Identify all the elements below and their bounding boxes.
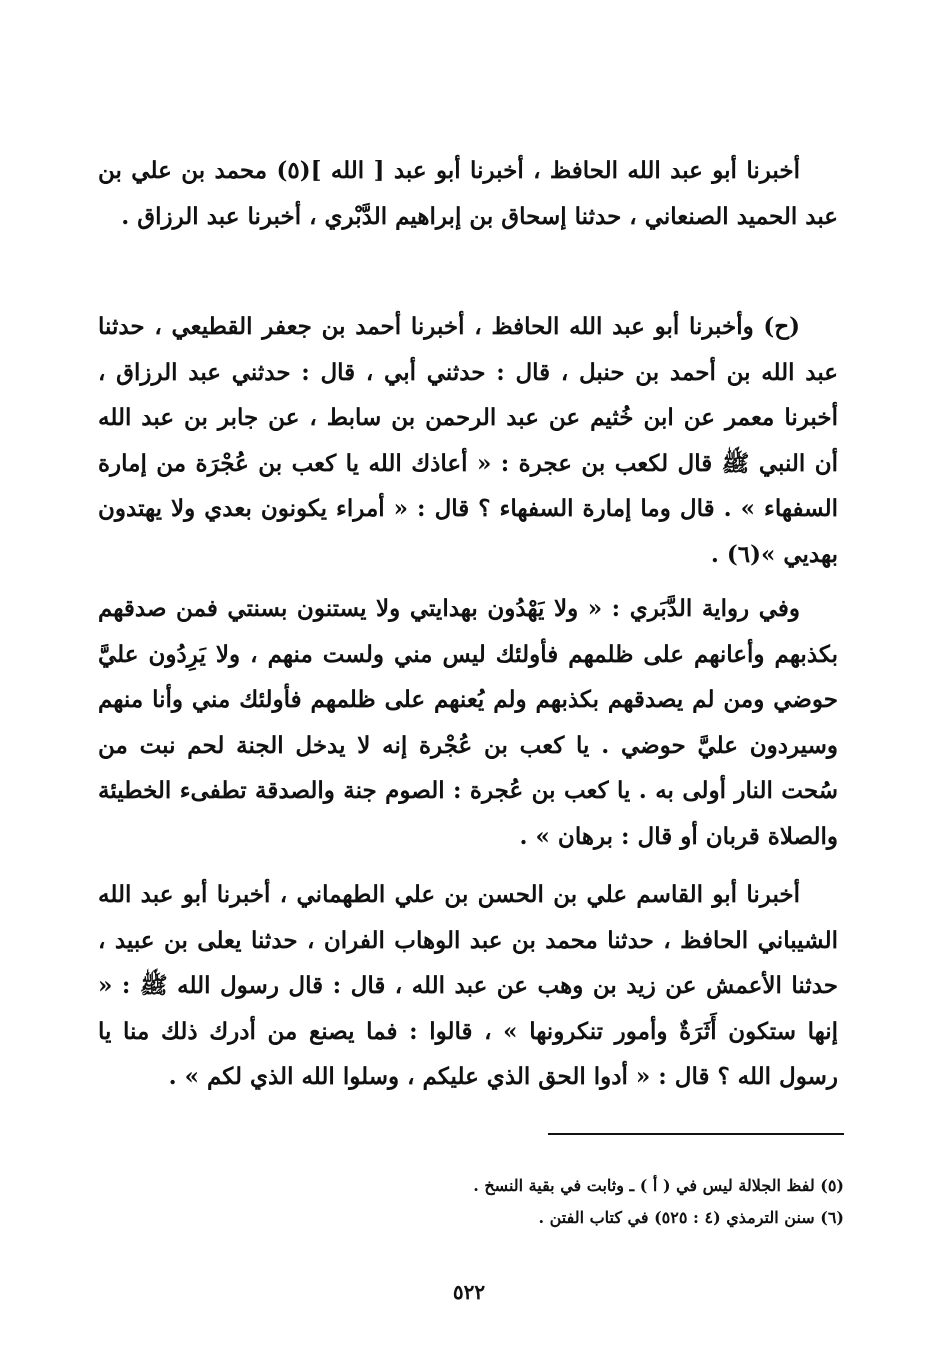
footnote-6: (٦) سنن الترمذي (٤ : ٥٢٥) في كتاب الفتن . bbox=[538, 1208, 844, 1227]
page-number: ٥٢٢ bbox=[452, 1280, 486, 1304]
main-text-paragraph bbox=[98, 304, 838, 577]
paragraph-2: (ح) وأخبرنا أبو عبد الله الحافظ ، أخبرنا أحمد بن جعفر القطيعي ، حدثنا عبد الله بن أحمد بن حنبل ، قال : حدثني أبي ، قال : حدثني عبد الرزاق ، أخبرنا معمر عن ابن خُثيم عن عبد الرحمن بن سابط ، عن جابر بن عبد الله أن النبي ﷺ قال لكعب بن عجرة : « أعاذك الله يا كعب بن عُجْرَة من إمارة السفهاء » . قال وما إمارة السفهاء ؟ قال : « أمراء يكونون بعدي ولا يهتدون بهديي »(٦) . bbox=[98, 313, 838, 568]
footnote-divider bbox=[548, 1133, 844, 1135]
footnotes bbox=[300, 1170, 844, 1234]
paragraph-3: وفي رواية الدَّبَري : « ولا يَهْدُون بهدايتي ولا يستنون بسنتي فمن صدقهم بكذبهم وأعانهم على ظلمهم فأولئك ليس مني ولست منهم ، ولا يَرِدُون عليَّ حوضي ومن لم يصدقهم بكذبهم ولم يُعنهم على ظلمهم فأولئك مني وأنا منهم وسيردون عليَّ حوضي . يا كعب بن عُجْرة إنه لا يدخل الجنة لحم نبت من سُحت النار أولى به . يا كعب بن عُجرة : الصوم جنة والصدقة تطفىء الخطيئة والصلاة قربان أو قال : برهان » . bbox=[98, 595, 838, 850]
main-text-paragraph bbox=[98, 872, 838, 1100]
main-text-paragraph bbox=[98, 148, 838, 239]
paragraph-4: أخبرنا أبو القاسم علي بن الحسن بن علي الطهماني ، أخبرنا أبو عبد الله الشيباني الحافظ ، حدثنا محمد بن عبد الوهاب الفران ، حدثنا يعلى بن عبيد ، حدثنا الأعمش عن زيد بن وهب عن عبد الله ، قال : قال رسول الله ﷺ : « إنها ستكون أَثَرَةٌ وأمور تنكرونها » ، قالوا : فما يصنع من أدرك ذلك منا يا رسول الله ؟ قال : « أدوا الحق الذي عليكم ، وسلوا الله الذي لكم » . bbox=[98, 881, 838, 1090]
main-text-paragraph bbox=[98, 586, 838, 859]
footnote-5: (٥) لفظ الجلالة ليس في ( أ ) ـ وثابت في بقية النسخ . bbox=[473, 1176, 844, 1195]
paragraph-1: أخبرنا أبو عبد الله الحافظ ، أخبرنا أبو عبد [ الله ](٥) محمد بن علي بن عبد الحميد الصنعاني ، حدثنا إسحاق بن إبراهيم الدَّبْري ، أخبرنا عبد الرزاق . bbox=[98, 157, 838, 230]
